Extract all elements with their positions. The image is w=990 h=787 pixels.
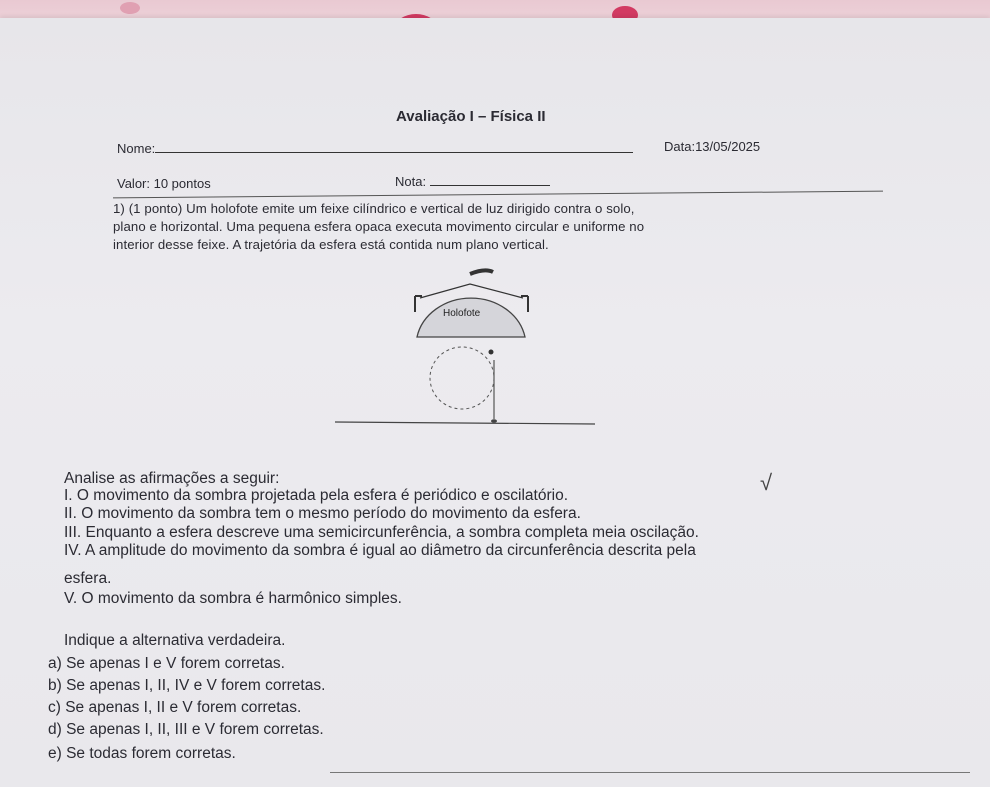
lamp-bracket-left <box>415 296 422 312</box>
question-line: interior desse feixe. A trajetória da esfera está contida num plano vertical. <box>113 237 549 252</box>
question-statement <box>113 200 893 254</box>
statement-item: V. O movimento da sombra é harmônico simples. <box>64 590 402 607</box>
option-b: b) Se apenas I, II, IV e V forem corretas. <box>48 677 326 694</box>
exam-title: Avaliação I – Física II <box>396 108 546 125</box>
ground-line <box>335 422 595 424</box>
choose-prompt: Indique a alternativa verdadeira. <box>64 632 286 649</box>
name-field <box>117 141 633 156</box>
grade-blank <box>430 185 550 186</box>
bottom-rule <box>330 772 970 773</box>
grade-field <box>395 174 550 189</box>
statement-item: III. Enquanto a esfera descreve uma semicircunferência, a sombra completa meia oscilação. <box>64 524 699 541</box>
option-a: a) Se apenas I e V forem corretas. <box>48 655 285 672</box>
check-mark: √ <box>760 470 773 495</box>
option-c: c) Se apenas I, II e V forem corretas. <box>48 699 302 716</box>
sphere <box>489 350 494 355</box>
shadow <box>491 419 497 423</box>
name-label: Nome: <box>117 141 156 156</box>
spotlight-label: Holofote <box>443 308 481 319</box>
statement-item: II. O movimento da sombra tem o mesmo período do movimento da esfera. <box>64 505 581 522</box>
statement-item: I. O movimento da sombra projetada pela esfera é periódico e oscilatório. <box>64 487 569 504</box>
spotlight-figure <box>325 262 605 434</box>
lamp-support <box>420 284 523 298</box>
fabric-dot <box>120 2 140 14</box>
statement-item: IV. A amplitude do movimento da sombra é igual ao diâmetro da circunferência descrita pela <box>64 542 696 559</box>
analyze-prompt: Analise as afirmações a seguir: <box>64 470 280 487</box>
question-line: plano e horizontal. Uma pequena esfera opaca executa movimento circular e uniforme no <box>113 219 645 234</box>
option-d: d) Se apenas I, II, III e V forem corretas. <box>48 721 324 738</box>
lamp-hook <box>470 270 493 274</box>
lamp-bracket-right <box>521 296 528 312</box>
grade-label: Nota: <box>395 174 427 189</box>
name-blank <box>155 152 633 153</box>
date-label: Data:13/05/2025 <box>664 139 761 154</box>
statement-item: esfera. <box>64 570 112 587</box>
question-line: 1) (1 ponto) Um holofote emite um feixe cilíndrico e vertical de luz dirigido contra o solo, <box>113 201 635 216</box>
circular-trajectory <box>430 347 494 409</box>
option-e: e) Se todas forem corretas. <box>48 745 236 762</box>
value-label: Valor: 10 pontos <box>117 176 211 191</box>
